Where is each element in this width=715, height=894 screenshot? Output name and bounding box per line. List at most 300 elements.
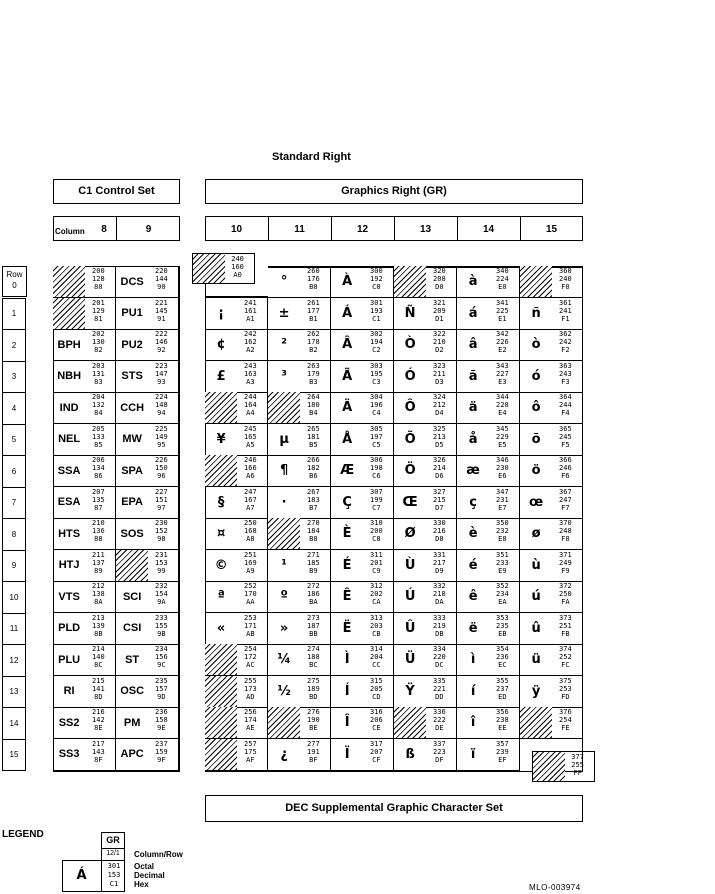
cell-glyph: ö [531, 463, 541, 478]
code-cell [331, 487, 394, 519]
cell-glyph: PU2 [121, 338, 143, 351]
code-cell [331, 707, 394, 739]
cell-codes: 363 243 F3 [559, 361, 572, 386]
cell-glyph: APC [120, 748, 144, 760]
cell-codes: 335 221 DD [433, 676, 446, 701]
cell-glyph: EPA [121, 496, 144, 508]
cell-codes: 221 145 91 [155, 298, 168, 323]
cell-codes: 247 167 A7 [244, 487, 257, 512]
legend-codes: 301 153 C1 [107, 862, 121, 888]
hatch-pattern [394, 707, 426, 738]
cell-glyph: Ñ [404, 305, 416, 321]
code-cell [394, 581, 457, 613]
cell-glyph: PM [123, 716, 141, 729]
gr-title: Graphics Right (GR) [341, 185, 447, 197]
cell-glyph: SPA [121, 464, 144, 477]
cell-codes: 270 184 B8 [307, 519, 320, 543]
code-cell [457, 298, 520, 330]
hatch-pattern [520, 707, 552, 738]
cell-glyph: È [342, 526, 352, 541]
code-cell [457, 550, 520, 582]
cell-codes: 235 157 9D [155, 676, 168, 701]
code-cell [457, 392, 520, 424]
code-cell [268, 550, 331, 582]
cell-glyph: Õ [404, 431, 416, 447]
cell-codes: 225 149 95 [155, 424, 168, 449]
cell-codes: 373 251 FB [559, 613, 572, 638]
cell-glyph: ¢ [216, 337, 226, 352]
cell-codes: 300 192 C0 [370, 267, 383, 291]
cell-codes: 324 212 D4 [433, 393, 446, 417]
code-cell [116, 581, 179, 613]
code-cell [331, 676, 394, 708]
hatch-pattern [268, 392, 300, 423]
code-cell [331, 361, 394, 393]
cell-codes: 253 171 AB [244, 613, 257, 638]
cell-glyph: î [470, 715, 476, 730]
cell-glyph: ï [470, 746, 476, 762]
cell-codes: 230 152 98 [155, 519, 168, 543]
cell-codes: 355 237 ED [496, 676, 509, 701]
hatch-pattern [268, 707, 300, 738]
column-header-divider [268, 216, 269, 241]
cell-codes: 367 247 F7 [559, 487, 572, 512]
cell-glyph: ø [531, 526, 541, 541]
code-cell [116, 487, 179, 519]
cell-codes: 215 141 8D [92, 676, 105, 701]
cell-codes: 376 254 FE [559, 708, 572, 732]
code-cell [205, 518, 268, 550]
row-label-6: 6 [2, 455, 26, 488]
cell-glyph: PLD [58, 622, 81, 634]
cell-glyph: ¡ [218, 305, 225, 321]
cell-codes: 330 216 D8 [433, 519, 446, 543]
footer-title: DEC Supplemental Graphic Character Set [285, 802, 503, 814]
code-cell [53, 707, 116, 739]
cell-glyph: ¿ [280, 746, 288, 762]
cell-codes: 325 213 D5 [433, 424, 446, 449]
cell-glyph: SCI [122, 590, 142, 603]
cell-glyph: ST [125, 653, 140, 666]
cell-glyph: ü [531, 652, 541, 667]
cell-glyph: ª [217, 589, 225, 604]
cell-glyph: Æ [340, 463, 355, 478]
code-cell [205, 361, 268, 393]
code-cell [205, 550, 268, 582]
row-label-1: 1 [2, 298, 26, 331]
column-header-divider [331, 216, 332, 241]
cell-codes: 226 150 96 [155, 456, 168, 480]
cell-codes: 372 250 FA [559, 582, 572, 606]
column-header-11: 11 [294, 224, 305, 235]
cell-glyph: Ì [344, 652, 350, 667]
code-cell [331, 739, 394, 771]
code-cell [268, 298, 331, 330]
cell-glyph: ° [280, 274, 288, 289]
code-cell [520, 613, 583, 645]
code-cell [116, 707, 179, 739]
cell-glyph: ê [468, 589, 478, 604]
code-cell [268, 392, 331, 424]
cell-glyph: « [216, 620, 226, 636]
cell-codes: 250 168 A8 [244, 519, 257, 543]
cell-codes: 201 129 81 [92, 298, 105, 323]
code-cell [53, 644, 116, 676]
cell-codes: 317 207 CF [370, 739, 383, 764]
column-header-10: 10 [230, 224, 243, 235]
column-header-12: 12 [356, 224, 369, 235]
legend-code-labels [134, 862, 165, 889]
code-cell [331, 581, 394, 613]
code-cell [53, 676, 116, 708]
code-cell [53, 266, 116, 298]
cell-codes: 233 155 9B [155, 613, 168, 638]
hatch-pattern [53, 266, 85, 297]
code-cell [331, 266, 394, 298]
cell-codes: 333 219 DB [433, 613, 446, 638]
cell-glyph: Ã [342, 368, 353, 384]
cell-glyph: ¥ [216, 431, 226, 447]
code-cell [268, 644, 331, 676]
cell-glyph: STS [121, 370, 143, 382]
cell-codes: 374 252 FC [559, 645, 572, 669]
code-cell [394, 266, 457, 298]
cell-codes: 213 139 8B [92, 613, 105, 638]
cell-codes: 305 197 C5 [370, 424, 383, 449]
legend-colrow-label: Column/Row [134, 850, 183, 859]
cell-a0 [192, 253, 255, 284]
column-header-15: 15 [545, 224, 558, 235]
cell-glyph: Ç [342, 494, 352, 510]
cell-codes: 255 173 AD [244, 676, 257, 701]
cell-glyph: Ø [404, 526, 416, 541]
cell-glyph: Ü [404, 652, 416, 667]
cell-glyph: ½ [277, 683, 291, 699]
column-label: Column [55, 227, 85, 236]
cell-codes: 327 215 D7 [433, 487, 446, 512]
cell-codes: 243 163 A3 [244, 361, 257, 386]
cell-codes: 326 214 D6 [433, 456, 446, 480]
column-header-divider [457, 216, 458, 241]
cell-codes: 323 211 D3 [433, 361, 446, 386]
row-label-14: 14 [2, 707, 26, 740]
code-cell [394, 361, 457, 393]
hatch-pattern [53, 298, 85, 329]
cell-codes: 307 199 C7 [370, 487, 383, 512]
cell-glyph: ù [531, 557, 541, 573]
cell-codes: 306 198 C6 [370, 456, 383, 480]
cell-glyph: ò [531, 337, 541, 352]
legend-gr: GR [106, 835, 120, 845]
code-cell [268, 487, 331, 519]
code-cell [205, 644, 268, 676]
cell-glyph: £ [216, 368, 226, 384]
row-label-15: 15 [2, 739, 26, 772]
code-cell [53, 613, 116, 645]
cell-codes: 331 217 D9 [433, 550, 446, 575]
code-cell [457, 518, 520, 550]
cell-codes: 313 203 CB [370, 613, 383, 638]
code-cell [394, 739, 457, 771]
column-header-divider [520, 216, 521, 241]
cell-codes: 344 228 E4 [496, 393, 509, 417]
code-cell [268, 424, 331, 456]
cell-codes: 336 222 DE [433, 708, 446, 732]
cell-glyph: ¶ [279, 463, 289, 478]
code-cell [53, 392, 116, 424]
code-cell [268, 266, 331, 298]
c1-title: C1 Control Set [78, 185, 155, 197]
cell-codes: 304 196 C4 [370, 393, 383, 417]
code-cell [268, 518, 331, 550]
code-cell [268, 581, 331, 613]
cell-codes: 272 186 BA [307, 582, 320, 606]
code-cell [331, 298, 394, 330]
cell-glyph: Î [344, 715, 350, 730]
cell-codes: 334 220 DC [433, 645, 446, 669]
legend-title: LEGEND [2, 829, 44, 840]
code-cell [331, 424, 394, 456]
code-cell [520, 581, 583, 613]
code-cell [331, 455, 394, 487]
code-cell [331, 550, 394, 582]
cell-glyph: ä [468, 400, 478, 415]
cell-codes: 261 177 B1 [307, 298, 320, 323]
cell-codes: 354 236 EC [496, 645, 509, 669]
cell-glyph: SOS [120, 527, 144, 540]
code-cell [205, 329, 268, 361]
cell-codes: 371 249 F9 [559, 550, 572, 575]
legend-octal-label: Octal [134, 862, 155, 871]
code-cell [268, 455, 331, 487]
cell-glyph: SS3 [58, 748, 80, 760]
cell-glyph: NEL [58, 433, 81, 445]
code-cell [394, 644, 457, 676]
cell-glyph: Á [342, 305, 353, 321]
cell-codes: 256 174 AE [244, 708, 257, 732]
cell-glyph: SSA [57, 464, 81, 477]
code-cell [520, 266, 583, 298]
code-cell [457, 266, 520, 298]
cell-codes: 314 204 CC [370, 645, 383, 669]
code-cell [268, 329, 331, 361]
row-label-13: 13 [2, 676, 26, 709]
figure-id: MLO-003974 [529, 883, 581, 892]
code-cell [520, 644, 583, 676]
cell-codes: 222 146 92 [155, 330, 168, 354]
cell-glyph: Œ [402, 494, 418, 510]
cell-glyph: VTS [58, 590, 80, 603]
row-label-11: 11 [2, 613, 26, 646]
cell-glyph: Û [404, 620, 416, 636]
cell-glyph: á [468, 305, 478, 321]
hatch-pattern [533, 752, 565, 781]
row-label-title: Row [6, 270, 23, 279]
cell-codes: 257 175 AF [244, 739, 257, 764]
cell-glyph: Ú [404, 589, 416, 604]
code-cell [394, 329, 457, 361]
cell-codes: 337 223 DF [433, 739, 446, 764]
cell-glyph: PLU [58, 653, 81, 666]
code-cell [116, 613, 179, 645]
cell-glyph: Â [342, 337, 353, 352]
cell-glyph: ¤ [216, 526, 226, 541]
code-cell [457, 329, 520, 361]
cell-glyph: É [342, 557, 352, 573]
code-cell [53, 329, 116, 361]
cell-codes: 320 208 D0 [433, 267, 446, 291]
cell-codes: 347 231 E7 [496, 487, 509, 512]
cell-codes: 263 179 B3 [307, 361, 320, 386]
cell-glyph: · [281, 494, 287, 510]
hatch-pattern [268, 518, 300, 549]
code-cell [116, 518, 179, 550]
column-header-divider [394, 216, 395, 241]
column-header-13: 13 [419, 224, 432, 235]
hatch-pattern [205, 707, 237, 738]
code-cell [331, 329, 394, 361]
cell-glyph: ñ [531, 305, 541, 321]
cell-glyph: ß [405, 746, 415, 762]
cell-glyph: SS2 [58, 716, 80, 729]
cell-glyph: í [470, 683, 476, 699]
cell-codes: 352 234 EA [496, 582, 509, 606]
code-cell [116, 392, 179, 424]
cell-glyph: Ï [344, 746, 350, 762]
cell-glyph: ó [531, 368, 541, 384]
code-cell [457, 676, 520, 708]
code-cell [520, 455, 583, 487]
cell-codes: 310 200 C8 [370, 519, 383, 543]
cell-glyph: BPH [57, 338, 81, 351]
code-cell [457, 581, 520, 613]
code-cell [53, 518, 116, 550]
code-cell [268, 361, 331, 393]
code-cell [394, 676, 457, 708]
code-cell [331, 392, 394, 424]
cell-a0-codes: 240 160 A0 [231, 255, 244, 279]
cell-glyph: ô [531, 400, 541, 415]
cell-codes: 364 244 F4 [559, 393, 572, 417]
cell-codes: 274 188 BC [307, 645, 320, 669]
cell-codes: 244 164 A4 [244, 393, 257, 417]
code-cell [53, 487, 116, 519]
legend-hex-label: Hex [134, 880, 149, 889]
cell-codes: 322 210 D2 [433, 330, 446, 354]
code-cell [520, 329, 583, 361]
cell-glyph: © [214, 557, 228, 573]
code-cell [394, 487, 457, 519]
row-label-first: 0 [12, 281, 17, 290]
legend-colrow: 12/1 [106, 850, 120, 857]
column-header-14: 14 [482, 224, 495, 235]
cell-glyph: MW [122, 433, 142, 445]
cell-glyph: º [280, 589, 288, 604]
cell-glyph: HTJ [58, 559, 80, 571]
cell-glyph: DCS [120, 275, 144, 288]
cell-glyph: æ [466, 463, 480, 478]
cell-codes: 223 147 93 [155, 361, 168, 386]
cell-glyph: ESA [57, 496, 81, 508]
cell-codes: 251 169 A9 [244, 550, 257, 575]
row-label-2: 2 [2, 329, 26, 362]
cell-codes: 360 240 F0 [559, 267, 572, 291]
column-header-9: 9 [145, 224, 152, 235]
code-cell [205, 676, 268, 708]
code-cell [394, 613, 457, 645]
row-label-5: 5 [2, 424, 26, 457]
cell-codes: 234 156 9C [155, 645, 168, 669]
cell-codes: 312 202 CA [370, 582, 383, 606]
cell-codes: 227 151 97 [155, 487, 168, 512]
code-cell [53, 361, 116, 393]
code-cell [520, 518, 583, 550]
cell-glyph: PU1 [121, 307, 143, 319]
cell-codes: 365 245 F5 [559, 424, 572, 449]
cell-glyph: Í [344, 683, 350, 699]
cell-codes: 220 144 90 [155, 267, 168, 291]
cell-codes: 342 226 E2 [496, 330, 509, 354]
code-cell [116, 644, 179, 676]
code-cell [116, 424, 179, 456]
cell-codes: 200 128 80 [92, 267, 105, 291]
cell-glyph: Å [342, 431, 353, 447]
cell-glyph: û [531, 620, 541, 636]
cell-glyph: é [468, 557, 478, 573]
cell-glyph: IND [59, 401, 79, 414]
cell-codes: 366 246 F6 [559, 456, 572, 480]
cell-codes: 375 253 FD [559, 676, 572, 701]
code-cell [520, 424, 583, 456]
cell-ff [532, 751, 595, 782]
cell-glyph: NBH [57, 370, 82, 382]
code-cell [457, 613, 520, 645]
code-cell [520, 392, 583, 424]
cell-codes: 205 133 85 [92, 424, 105, 449]
cell-glyph: CCH [120, 401, 145, 414]
cell-codes: 212 138 8A [92, 582, 105, 606]
cell-glyph: ë [468, 620, 478, 636]
cell-glyph: ¹ [281, 557, 287, 573]
code-cell [394, 455, 457, 487]
cell-codes: 345 229 E5 [496, 424, 509, 449]
cell-glyph: § [217, 494, 225, 510]
row-label-12: 12 [2, 644, 26, 677]
cell-codes: 301 193 C1 [370, 298, 383, 323]
cell-codes: 351 233 E9 [496, 550, 509, 575]
code-cell [268, 676, 331, 708]
cell-ff-codes: 377 255 FF [571, 753, 584, 777]
cell-codes: 246 166 A6 [244, 456, 257, 480]
code-cell [116, 329, 179, 361]
cell-codes: 231 153 99 [155, 550, 168, 575]
cell-glyph: RI [63, 685, 75, 697]
code-cell [268, 739, 331, 771]
code-cell [205, 581, 268, 613]
cell-codes: 202 130 82 [92, 330, 105, 354]
code-cell [53, 581, 116, 613]
code-cell [116, 676, 179, 708]
cell-codes: 343 227 E3 [496, 361, 509, 386]
code-cell [457, 707, 520, 739]
cell-glyph: â [468, 337, 478, 352]
cell-glyph: œ [529, 494, 544, 510]
cell-glyph: Ô [404, 400, 416, 415]
cell-glyph: Ê [342, 589, 352, 604]
cell-glyph: » [279, 620, 289, 636]
cell-codes: 340 224 E0 [496, 267, 509, 291]
code-cell [268, 613, 331, 645]
